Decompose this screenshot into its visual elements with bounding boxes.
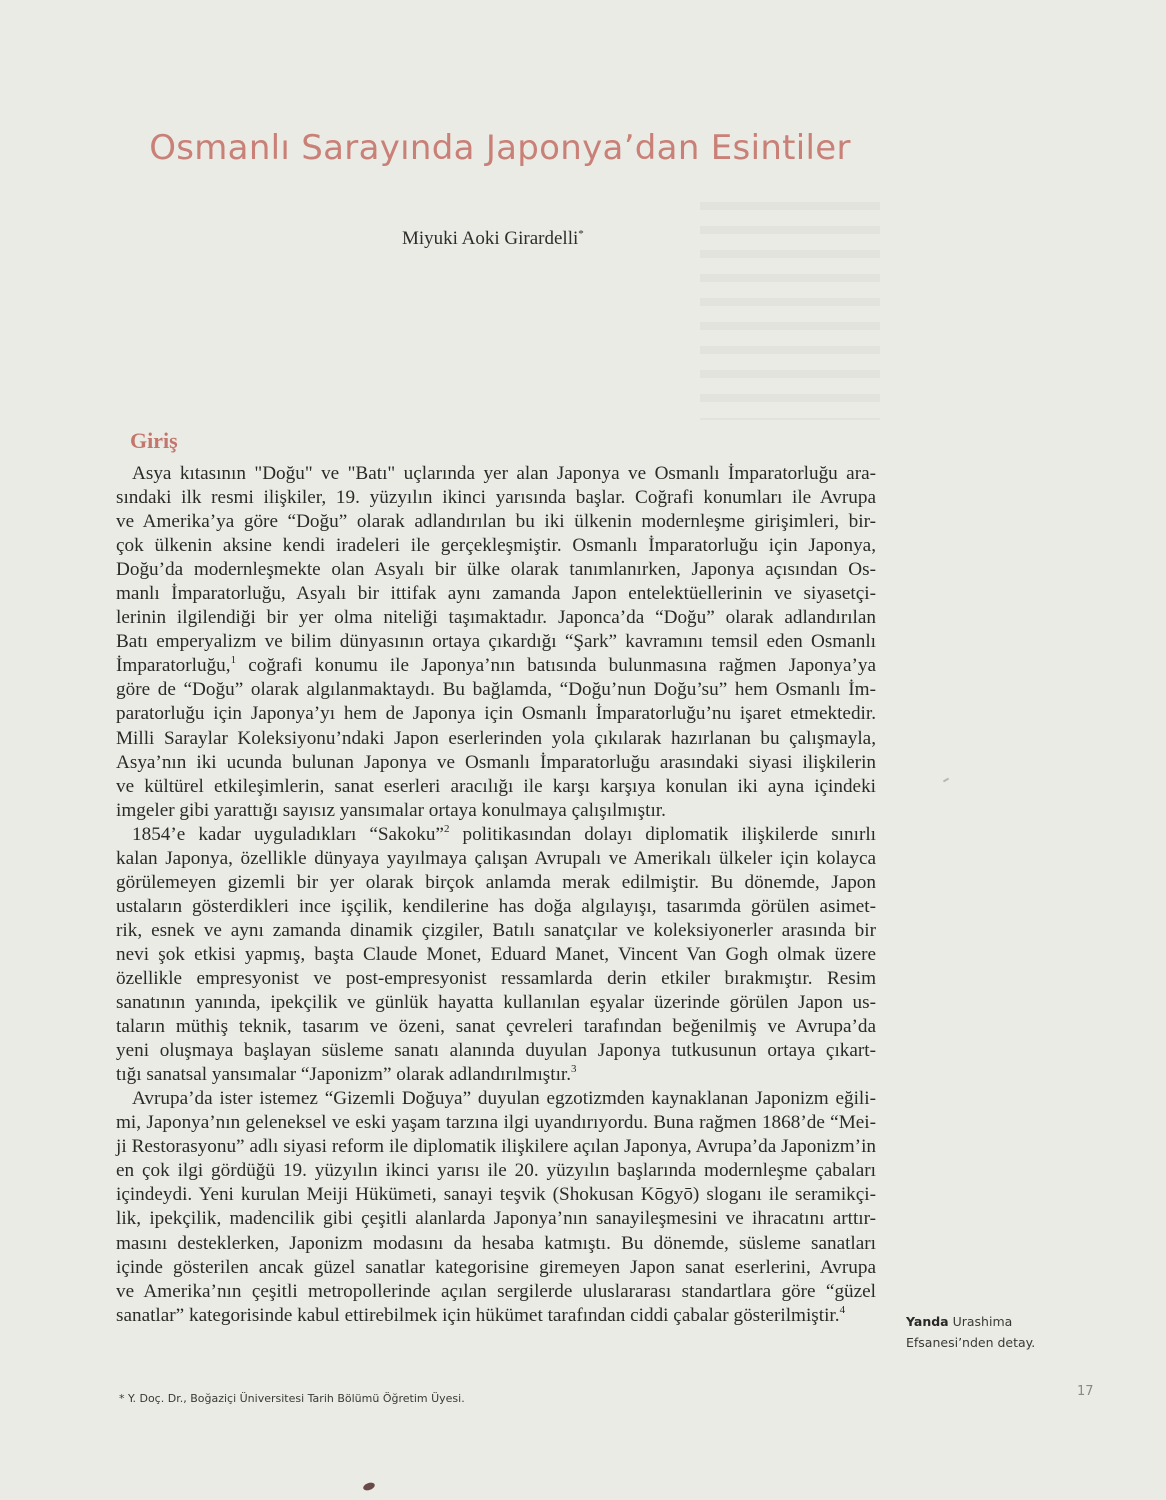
text-line: paratorluğu için Japonya’yı hem de Japonya için Osmanlı İmparatorluğu’nu işaret etmektedir. [116,703,876,725]
text-line: ustaların gösterdikleri ince işçilik, kendilerine has doğa algılayışı, tasarımda görülen asimet- [116,895,876,917]
footnote-reference: 3 [571,1063,577,1076]
text-line: sındaki ilk resmi ilişkiler, 19. yüzyılın ikinci yarısında başlar. Coğrafi konumları ile Avrupa [116,487,876,509]
text-line: mi, Japonya’nın geleneksel ve eski yaşam tarzına ilgi uyandırıyordu. Buna rağmen 1868’de “Mei- [116,1112,876,1134]
text-line: manlı İmparatorluğu, Asyalı bir ittifak aynı zamanda Japon entelektüellerinin ve siyasetçi- [116,583,876,605]
text-line: sanatının yanında, ipekçilik ve günlük hayatta kullanılan eşyalar üzerinde görülen Japon us- [116,992,876,1014]
text-line: ve Amerika’nın çeşitli metropollerinde açılan sergilerde uluslararası standartlara göre “güzel [116,1280,876,1302]
text-line: Doğu’da modernleşmekte olan Asyalı bir ülke olarak tanımlanırken, Japonya açısından Os- [116,559,876,581]
text-line: Batı emperyalizm ve bilim dünyasının ortaya çıkardığı “Şark” kavramını temsil eden Osmanlı [116,631,876,653]
text-line: sanatlar” kategorisinde kabul ettirebilmek için hükümet tarafından ciddi çabalar gösterilmiştir.$^4$ [116,1303,846,1326]
text-line: ve kültürel etkileşimlerin, sanat eserleri aracılığı ile karşı karşıya konulan iki ayna içindeki [116,775,876,797]
caption-bold-label: Yanda [906,1314,949,1329]
footnote: * Y. Doç. Dr., Boğaziçi Üniversitesi Tarih Bölümü Öğretim Üyesi. [119,1392,465,1405]
margin-mark [943,778,949,783]
text-line: lik, ipekçilik, madencilik gibi çeşitli alanlarda Japonya’nın sanayileşmesini ve ihracatını arttır- [116,1208,876,1230]
text-line: ji Restorasyonu” adlı siyasi reform ile diplomatik ilişkilere açılan Japonya, Avrupa’da Japonizm’in [116,1136,876,1158]
text-line: Avrupa’da ister istemez “Gizemli Doğuya” duyulan egzotizmden kaynaklanan Japonizm eğili- [132,1088,876,1110]
image-caption [906,1311,1106,1353]
text-line: lerinin ilgilendiği bir yer olma niteliği taşımaktadır. Japonca’da “Doğu” olarak adlandırılan [116,607,876,629]
footnote-reference: 1 [230,654,237,667]
text-line: ve Amerika’ya göre “Doğu” olarak adlandırılan bu iki ülkenin modernleşme girişimleri, bir- [116,511,876,533]
text-line: içindeydi. Yeni kurulan Meiji Hükümeti, sanayi teşvik (Shokusan Kōgyō) sloganı ile seramikçi- [116,1184,876,1206]
ink-spot [362,1481,376,1492]
text-line: Asya kıtasının "Doğu" ve "Batı" uçlarında yer alan Japonya ve Osmanlı İmparatorluğu ara- [132,463,876,484]
page-number: 17 [1077,1384,1094,1399]
text-line: görülemeyen gizemli bir yer olarak birçok anlamda merak edilmiştir. Bu dönemde, Japon [116,871,876,893]
text-line: Asya’nın iki ucunda bulunan Japonya ve Osmanlı İmparatorluğu arasındaki siyasi ilişkilerin [116,751,876,773]
footnote-reference: 4 [839,1303,846,1316]
text-line: imgeler gibi yarattığı sayısız yansımalar ortaya konulmaya çalışılmıştır. [116,799,666,821]
text-line: masını desteklerken, Japonizm modasını da hesaba katmıştı. Bu dönemde, süsleme sanatları [116,1232,876,1254]
text-line: özellikle empresyonist ve post-empresyonist ressamlarda derin etkiler bırakmıştır. Resim [116,967,876,989]
author-byline [402,228,584,250]
text-line: nevi şok etkisi yapmış, başta Claude Monet, Eduard Manet, Vincent Van Gogh olmak üzere [116,943,876,965]
text-line: kalan Japonya, özellikle dünyaya yayılmaya çalışan Avrupalı ve Amerikalı ülkeler için kolayca [116,847,876,869]
text-line: taların müthiş teknik, tasarım ve özeni, sanat çevreleri tarafından beğenilmiş ve Avrupa’da [116,1016,876,1038]
author-name: Miyuki Aoki Girardelli [402,228,579,249]
paragraph [116,1087,876,1327]
text-line: İmparatorluğu,$^1$ coğrafi konumu ile Japonya’nın batısında bulunmasına rağmen Japonya’ya [116,654,876,677]
section-heading: Giriş [130,428,178,453]
author-footnote-mark: * [578,228,584,240]
text-line: içinde gösterilen ancak güzel sanatlar kategorisine giremeyen Japon sanat eserlerini, Avrupa [116,1256,876,1278]
text-line: tığı sanatsal yansımalar “Japonizm” olarak adlandırılmıştır.$^3$ [116,1063,577,1086]
paragraph [116,823,876,1088]
text-line: en çok ilgi gördüğü 19. yüzyılın ikinci yarısı ile 20. yüzyılın başlarında modernleşme çabaları [116,1160,876,1182]
article-body [116,462,876,1328]
paragraph [116,462,876,823]
text-line: yeni oluşmaya başlayan süsleme sanatı alanında duyulan Japonya tutkusunun ortaya çıkart- [116,1040,876,1062]
reverse-side-bleed-through [700,190,880,420]
caption-text-1: Urashima [948,1314,1013,1329]
text-line: Milli Saraylar Koleksiyonu’ndaki Japon eserlerinden yola çıkılarak hazırlanan bu çalışmayla, [116,727,876,749]
caption-text-2: Efsanesi’nden detay. [906,1335,1036,1350]
caption-line-1 [906,1311,1106,1332]
text-line: 1854’e kadar uyguladıkları “Sakoku”$^2$ politikasından dolayı diplomatik ilişkilerde sınırlı [132,822,876,845]
text-line: göre de “Doğu” olarak algılanmaktaydı. Bu bağlamda, “Doğu’nun Doğu’su” hem Osmanlı İm- [116,679,876,701]
text-line: rik, esnek ve aynı zamanda dinamik çizgiler, Batılı sanatçılar ve koleksiyonerler arasında bir [116,919,876,941]
text-line: çok ülkenin aksine kendi iradeleri ile gerçekleşmiştir. Osmanlı İmparatorluğu için Japonya, [116,535,876,557]
article-title: Osmanlı Sarayında Japonya’dan Esintiler [149,128,851,168]
footnote-reference: 2 [443,822,450,835]
